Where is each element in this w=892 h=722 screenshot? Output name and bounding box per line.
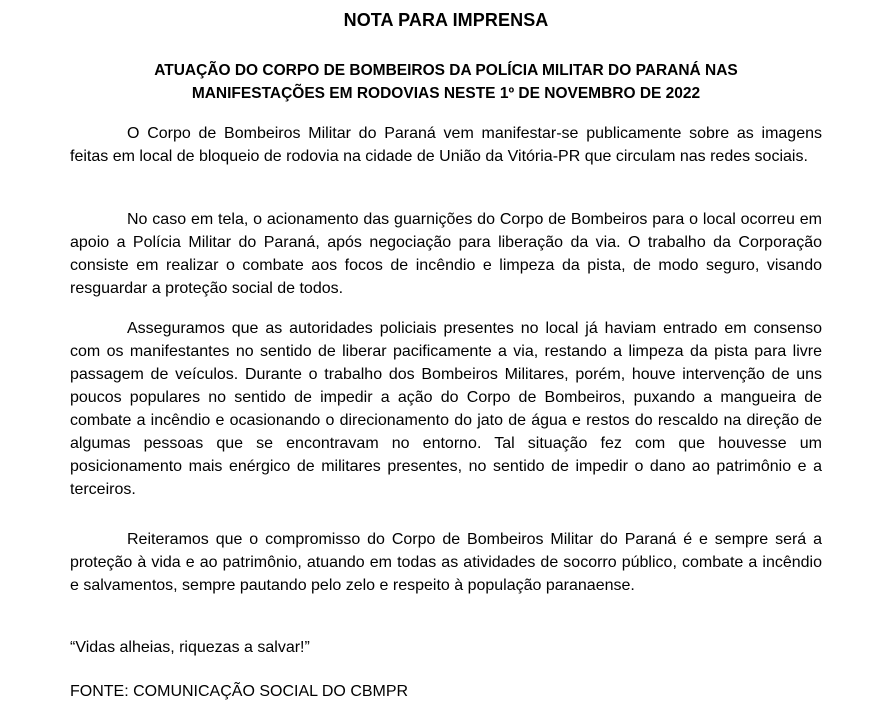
subtitle-line-2: MANIFESTAÇÕES EM RODOVIAS NESTE 1º DE NOVEMBRO DE 2022 bbox=[191, 85, 701, 102]
source-credit: FONTE: COMUNICAÇÃO SOCIAL DO CBMPR bbox=[70, 683, 409, 700]
document-subtitle bbox=[70, 59, 822, 105]
paragraph-1: O Corpo de Bombeiros Militar do Paraná vem manifestar-se publicamente sobre as imagens feitas em local de bloqueio de rodovia na cidade de União da Vitória-PR que circulam nas redes sociais. bbox=[70, 125, 822, 165]
motto-quote: “Vidas alheias, riquezas a salvar!” bbox=[70, 639, 310, 656]
paragraph-3: Asseguramos que as autoridades policiais presentes no local já haviam entrado em consenso com os manifestantes no sentido de liberar pacificamente a via, restando a limpeza da pista para livre passagem de veículos. Durante o trabalho dos Bombeiros Militares, porém, houve intervenção de uns poucos populares no sentido de impedir a ação do Corpo de Bombeiros, puxando a mangueira de combate a incêndio e ocasionando o direcionamento do jato de água e restos do rescaldo na direção de algumas pessoas que se encontravam no entorno. Tal situação fez com que houvesse um posicionamento mais enérgico de militares presentes, no sentido de impedir o dano ao patrimônio e a terceiros. bbox=[70, 320, 822, 498]
document-title: NOTA PARA IMPRENSA bbox=[343, 10, 549, 30]
paragraph-4: Reiteramos que o compromisso do Corpo de Bombeiros Militar do Paraná é e sempre será a proteção à vida e ao patrimônio, atuando em todas as atividades de socorro público, combate a incêndio e salvamentos, sempre pautando pelo zelo e respeito à população paranaense. bbox=[70, 531, 822, 594]
paragraph-2: No caso em tela, o acionamento das guarnições do Corpo de Bombeiros para o local ocorreu em apoio a Polícia Militar do Paraná, após negociação para liberação da via. O trabalho da Corporação consiste em realizar o combate aos focos de incêndio e limpeza da pista, de modo seguro, visando resguardar a proteção social de todos. bbox=[70, 211, 822, 297]
subtitle-line-1: ATUAÇÃO DO CORPO DE BOMBEIROS DA POLÍCIA MILITAR DO PARANÁ NAS bbox=[154, 62, 738, 79]
